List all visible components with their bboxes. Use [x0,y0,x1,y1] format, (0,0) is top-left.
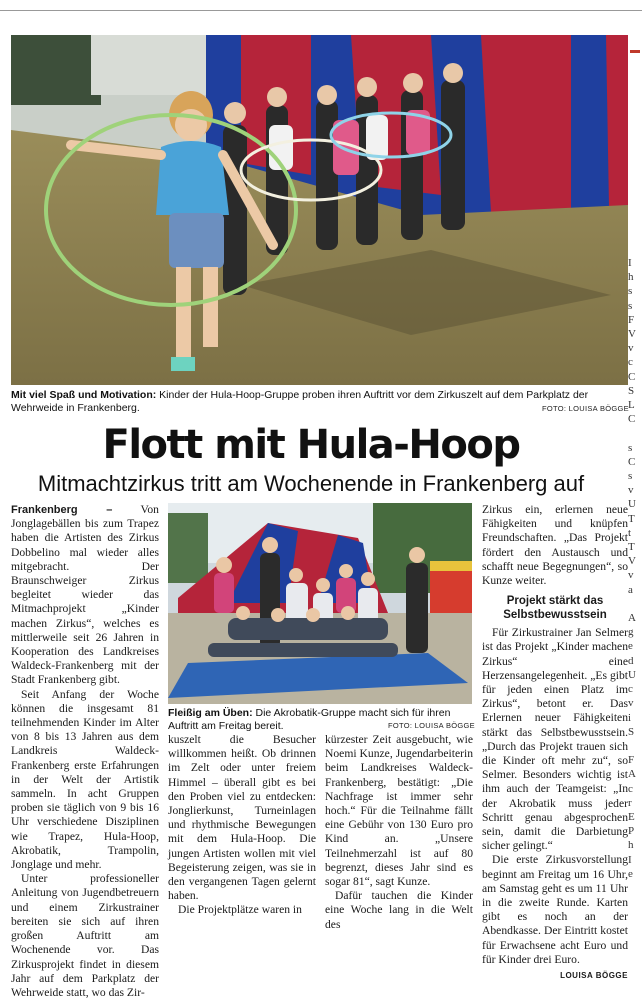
fragment-letter: v [628,484,634,497]
article-column-2 [168,733,316,918]
article-column-4 [482,503,628,983]
paragraph: kuszelt die Besucher willkommen heißt. Ob drinnen im Zelt oder unter freiem Himmel – überall gibt es bei den Proben viel zu entdecken: Jonglierkunst, Turneinlagen und rhythmische Bewegungen mit dem Hula-Hoop. Die jungen Artisten wollen mit viel Begeisterung zeigen, was sie in den vergangenen Tagen gelernt haben. [168,733,316,903]
caption-text: Die Akrobatik-Gruppe macht sich für ihren Auftritt am Freitag bereit. [168,707,451,732]
fragment-letter: T [628,541,635,554]
fragment-letter: s [628,285,633,298]
caption-lead: Mit viel Spaß und Motivation: [11,389,157,401]
fragment-letter: t [628,526,632,539]
adjacent-article-fragment [628,256,642,881]
fragment-letter: C [628,370,636,383]
section-subheading: Projekt stärkt das Selbstbewusstsein [503,595,607,622]
fragment-letter [628,739,642,753]
paragraph: Zirkus ein, erlernen neue Fähigkeiten und knüpfen Freundschaften. „Das Projekt fördert den Austausch und schafft neue Begegnungen“, so Kunze weiter. [482,503,628,588]
fragment-letter: T [628,512,635,525]
fragment-letter: s [628,299,633,312]
paragraph: Für Zirkustrainer Jan Selmer ist das Projekt „Kinder machen Zirkus“ eine Herzensangelegenheit. „Es gibt für jeden einen Platz im Zirkus“, betont er. Das Erlernen neuer Fähigkeiten stärkt das Selbstbewusstsein. „Durch das Projekt trauen sich die Kinder oft mehr zu“, so Selmer. Besonders wichtig ist ihm auch der Teamgeist: „In der Akrobatik muss jeder Schritt genau abgesprochen sein, damit die Darbietung sicher gelingt.“ [482,626,628,853]
fragment-letter: V [628,555,636,568]
photo-credit-top: FOTO: LOUISA BÖGGE [542,404,629,413]
article-column-1 [11,503,159,1000]
top-rule [0,10,642,11]
fragment-letter: A [628,612,636,625]
fragment-letter: I [628,853,632,866]
photo-credit-inline: FOTO: LOUISA BÖGGE [388,721,475,730]
author-byline: LOUISA BÖGGE [560,971,628,981]
caption-lead: Fleißig am Üben: [168,707,253,719]
fragment-letter: v [628,697,634,710]
fragment-letter: c [628,683,633,696]
headline: Flott mit Hula-Hoop [102,422,520,468]
photo-acrobatics [168,503,472,704]
fragment-letter: e [628,867,633,880]
fragment-letter: i [628,711,632,724]
paragraph: Unter professioneller Anleitung von Jugendbetreuern und einem Zirkustrainer bereiten sie sich auf ihren großen Auftritt am Wochenende vor. Das Zirkusprojekt findet in diesem Jahr auf dem Parkplatz der Wehrweide statt, wo das Zir- [11,872,159,999]
fragment-letter: v [628,569,634,582]
fragment-letter: v [628,342,634,355]
fragment-letter: d [628,654,634,667]
paragraph: Die Projektplätze waren in [178,903,302,917]
subheadline: Mitmachtzirkus tritt am Wochenende in Frankenberg auf [37,471,585,496]
fragment-letter: C [628,455,636,468]
fragment-letter: F [628,313,635,326]
fragment-letter [628,597,642,611]
fragment-letter: C [628,413,636,426]
caption-text: Kinder der Hula-Hoop-Gruppe proben ihren Auftritt vor dem Zirkuszelt auf dem Parkplatz der Wehrweide in Frankenberg. [11,389,589,414]
fragment-letter: a [628,583,633,596]
paragraph: Seit Anfang der Woche können die insgesamt 81 teilnehmenden Kinder im Alter von 8 bis 13 Jahren aus dem Landkreis Waldeck-Frankenberg erste Erfahrungen in der Welt der Artistik sammeln. In acht Gruppen proben sie täglich von 9 bis 16 Uhr verschiedene Disziplinen wie Trapez, Hula-Hoop, Akrobatik, Trampolin, Jonglage und mehr. [11,687,159,872]
fragment-letter: A [628,768,636,781]
fragment-letter: s [628,470,633,483]
fragment-letter: I [628,257,632,269]
fragment-letter [628,426,642,440]
fragment-letter: V [628,328,636,341]
fragment-letter: U [628,668,636,681]
paragraph [482,853,628,981]
fragment-letter: S [628,725,635,738]
section-marker [630,50,640,53]
fragment-letter: c [628,782,633,795]
paragraph-text: Die erste Zirkusvorstellung beginnt am Freitag um 16 Uhr, am Samstag geht es um 11 Uhr in die zweite Runde. Karten gibt es noch an der Abendkasse. Der Eintritt kostet für Erwachsene acht Euro und für Kinder drei Euro. [482,853,628,966]
paragraph [11,503,159,688]
paragraph: Dafür tauchen die Kinder eine Woche lang in die Welt des [325,889,473,931]
fragment-letter: g [628,626,634,639]
fragment-letter: S [628,384,635,397]
fragment-letter: E [628,810,635,823]
fragment-letter: L [628,399,635,412]
photo-hula-hoop [11,35,628,385]
photo-caption-top [11,389,621,415]
fragment-letter: h [628,271,634,284]
fragment-letter: e [628,640,633,653]
paragraph-text: Von Jonglagebällen bis zum Trapez haben die Artisten des Zirkus Dobbelino mal wieder alles mitgebracht. Der Braunschweiger Zirkus begleitet wieder das Mitmachprojekt „Kinder machen Zirkus“, welches es mittlerweile seit 26 Jahren in Kooperation des Landkreises Waldeck-Frankenberg mit der Stadt Frankenberg gibt. [11,503,159,687]
fragment-letter: h [628,839,634,852]
dateline: Frankenberg – [11,504,113,516]
fragment-letter: F [628,754,635,767]
fragment-letter: P [628,825,635,838]
fragment-letter: U [628,498,636,511]
paragraph: kürzester Zeit ausgebucht, wie Noemi Kunze, Jugendarbeiterin beim Landkreises Waldeck-Frankenberg, bestätigt: „Die Nachfrage ist immer sehr hoch.“ Für die Teilnahme fällt eine Gebühr von 130 Euro pro Kind an. „Unsere Teilnehmerzahl ist auf 80 begrenzt, dieses Jahr sind es sogar 81“, sagt Kunze. [325,733,473,889]
article-column-3 [325,733,473,932]
fragment-letter: r [628,796,632,809]
fragment-letter: s [628,441,633,454]
fragment-letter: c [628,356,633,369]
